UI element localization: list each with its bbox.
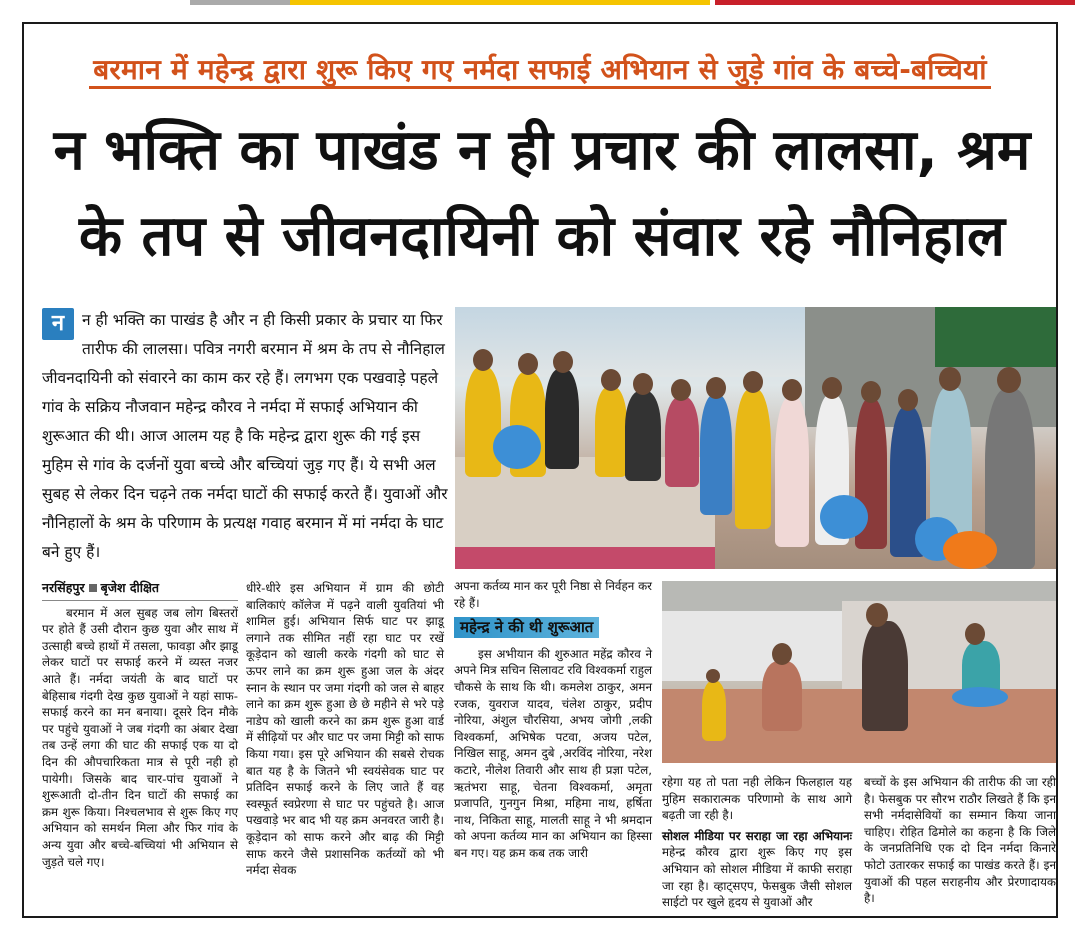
column-3-text: इस अभीयान की शुरुआत महेंद्र कौरव ने अपने मित्र सचिन सिलावट रवि विश्वकर्मा राहुल चौकसे के साथ कि थी। कमलेश ठाकुर, अमन रजक, युवराज यादव, चंलेश ठाकुर, प्रदीप नोरिया, अंशुल चौरसिया, अभय जोगी ,लकी विश्वकर्मा, अभिषेक पटवा, अजय पटेल, निखिल साहू, अमन दुबे ,अरविंद नोरिया, नरेश कटारे, नीलेश तिवारी और साथ ही प्रज्ञा पटेल, ऋतंभरा साहू, चेतना विश्वकर्मा, अमृता प्रजापति, गुनगुन मिश्रा, महिमा नाथ, हर्षिता नाथ, निकिता साहू, मालती साहू ने भी श्रमदान को अपना कर्तव्य मान का अभियान का हिस्सा बन गए। यह क्रम कब तक जारी xyxy=(454,646,652,860)
social-media-subhead: सोशल मीडिया पर सराहा जा रहा अभियानः xyxy=(662,828,852,843)
dropcap: न xyxy=(42,308,74,340)
lead-paragraph xyxy=(42,306,450,567)
column-2-text: धीरे-धीरे इस अभियान में ग्राम की छोटी बालिकाएं कॉलेज में पढ़ने वाली युवतियां भी शामिल हुई। अभियान सिर्फ घाट पर झाडू लगाने तक सीमित नहीं रहा घाट पर रखें कूड़ेदान को खाली करके गंदगी को घाट से ऊपर लाने का क्रम शुरू हुआ जल के अंदर स्नान के स्थान पर जमा गंदगी को जल से बाहर लाने का क्रम शुरू हुआ छे छे महीने से भरे पड़े नाडेप को खाली करने का क्रम शुरू हुआ वार्ड में सीढ़ियों पर और घाट पर जमा मिट्टी को साफ किया गया। इस पूरे अभियान की सबसे रोचक बात यह है के जितने भी स्वयंसेवक घाट पर प्रतिदिन सफाई करने के लिए जाते हैं वह स्वस्फूर्त स्वप्रेरणा से घाट पर पहुंचते है। आज पखवाड़े भर बाद भी यह क्रम अनवरत जारी है। कूड़ेदान को साफ करने और बाढ़ की मिट्टी साफ करने जैसे प्रशासनिक कर्तव्यों को भी नर्मदा सेवक xyxy=(246,581,444,878)
group-photo xyxy=(455,307,1056,569)
headline-line-1: न भक्ति का पाखंड न ही प्रचार की लालसा, श्रम xyxy=(53,118,1031,183)
headline-line-2: के तप से जीवनदायिनी को संवार रहे नौनिहाल xyxy=(78,204,1006,269)
column-4-body: महेन्द्र कौरव द्वारा शुरू किए गए इस अभियान को सोशल मीडिया में काफी सराहा जा रहा है। व्हाट्सएप, फेसबुक जैसी सोशल साईटो पर खुले हृदय से युवाओं और xyxy=(662,845,852,910)
newspaper-clipping xyxy=(22,22,1058,918)
byline xyxy=(42,580,238,601)
top-color-strip xyxy=(0,0,1080,8)
kicker-headline: बरमान में महेन्द्र द्वारा शुरू किए गए नर्मदा सफाई अभियान से जुड़े गांव के बच्चे-बच्चियां xyxy=(24,50,1056,88)
lead-text: न ही भक्ति का पाखंड है और न ही किसी प्रकार के प्रचार या फिर तारीफ की लालसा। पवित्र नगरी बरमान में श्रम के तप से नौनिहाल जीवनदायिनी को संवारने का काम कर रहे हैं। लगभग एक पखवाड़े पहले गांव के सक्रिय नौजवान महेन्द्र कौरव ने नर्मदा में सफाई अभियान की शुरूआत की थी। आज आलम यह है कि महेन्द्र द्वारा शुरू की गई इस मुहिम से गांव के दर्जनों युवा बच्चे और बच्चियां जुड़ गए हैं। ये सभी अल सुबह से लेकर दिन चढ़ने तक नर्मदा घाटों की सफाई करते हैं। युवाओं और नौनिहालों के श्रम के परिणाम के प्रत्यक्ष गवाह बरमान में मां नर्मदा के घाट बने हुए हैं। xyxy=(42,311,448,561)
article-column-5 xyxy=(864,774,1056,907)
column-5-text: बच्चों के इस अभियान की तारीफ की जा रही है। फेसबुक पर सौरभ राठौर लिखते हैं कि इन सभी नर्मदासेवियों का सम्मान किया जाना चाहिए। रोहित ढिमोले का कहना है कि जिले के जनप्रतिनिधि एक दो दिन नर्मदा किनारे फोटो उतारकर सफाई का पाखंड करते हैं। इन युवाओं की पहल सराहनीय और प्रेरणादायक है। xyxy=(864,775,1056,906)
article-column-2 xyxy=(246,580,444,879)
main-headline xyxy=(40,108,1044,280)
sweeping-photo xyxy=(662,581,1056,763)
column-1-text: बरमान में अल सुबह जब लोग बिस्तरों पर होते हैं उसी दौरान कुछ युवा और साथ में उत्साही बच्चे हाथों में तसला, फावड़ा और झाडू लेकर घाटों पर सफाई करने में व्यस्त नजर आते हैं। नर्मदा जयंती के बाद घाटों पर बेहिसाब गंदगी देख कुछ युवाओं ने यहां साफ-सफाई करने का मन बनाया। दूसरे दिन मौके पर पहुंचे युवाओं ने जब गंदगी का अंबार देखा तब उन्हें लगा की घाट की सफाई एक या दो दिन की औपचारिकता मात्र से पूरी नही हो पायेगी। जिसके बाद चार-पांच युवाओं ने शुरूआती दो-तीन दिन घाटों की सफाई का क्रम शुरू किया। निश्चलभाव से शुरू किए गए अभियान को समर्थन मिला और फिर गांव के अन्य युवा और बच्चे-बच्चियां भी अभियान से जुड़ते चले गए। xyxy=(42,605,238,869)
article-column-3 xyxy=(454,578,652,862)
byline-author: बृजेश दीक्षित xyxy=(100,580,160,595)
column-4-text: रहेगा यह तो पता नही लेकिन फिलहाल यह मुहिम सकारात्मक परिणामो के साथ आगे बढ़ती जा रही है। xyxy=(662,775,852,823)
column-3-top-text: अपना कर्तव्य मान कर पूरी निष्ठा से निर्वहन कर रहे हैं। xyxy=(454,579,652,610)
subheading-mahendra: महेन्द्र ने की थी शुरूआत xyxy=(454,617,599,638)
article-column-1 xyxy=(42,580,238,870)
article-column-4 xyxy=(662,774,852,911)
byline-place: नरसिंहपुर xyxy=(42,580,85,595)
